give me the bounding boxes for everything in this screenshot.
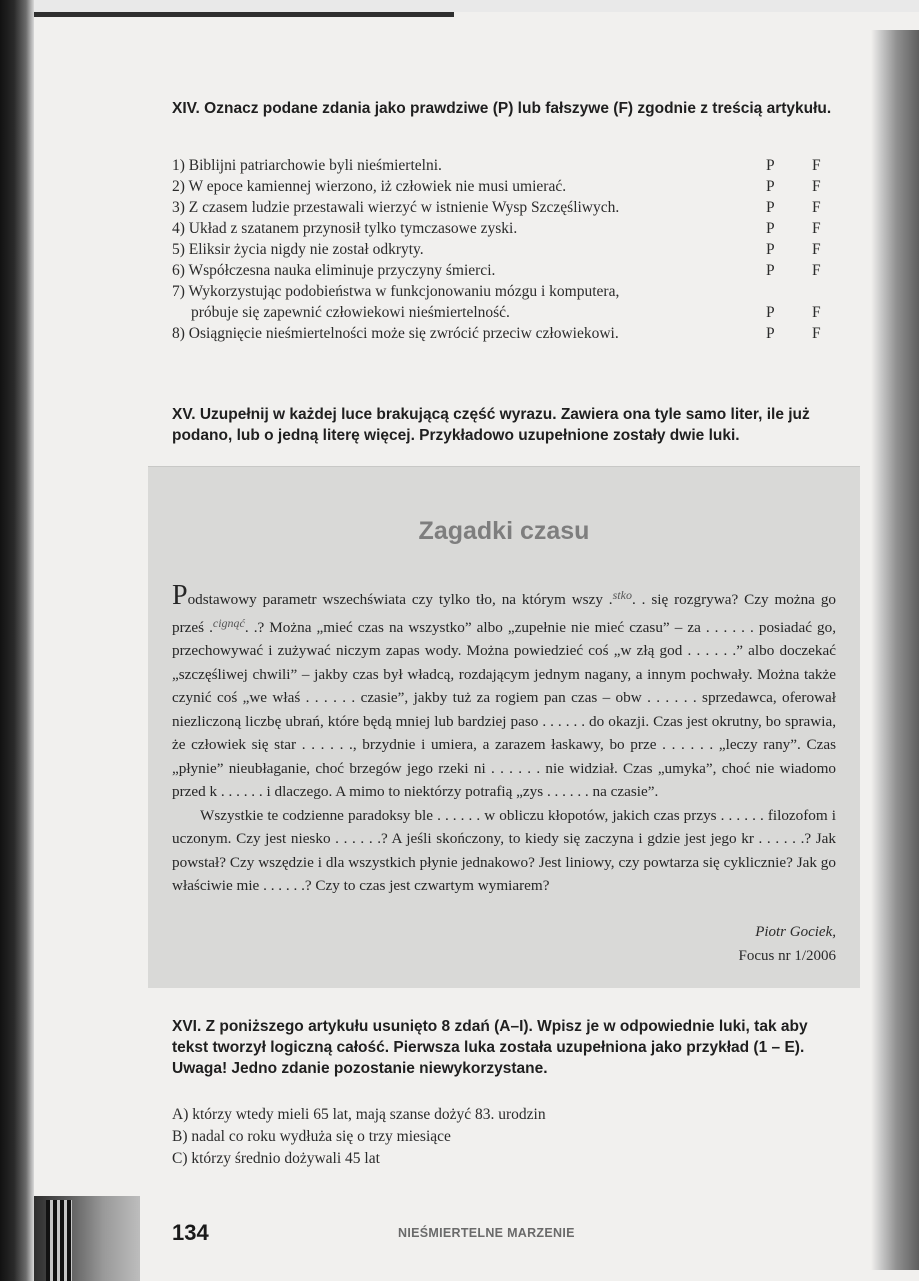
false-option[interactable]: F [812, 157, 821, 174]
option-item: C) którzy średnio dożywali 45 lat [172, 1150, 380, 1167]
statement-row [172, 239, 832, 260]
statement-row [172, 197, 832, 218]
handwritten-answer: stko [612, 588, 632, 602]
article-paragraph-1 [172, 580, 837, 804]
paragraph-text: odstawowy parametr wszechświata czy tylko tło, na którym wszy . [187, 591, 613, 608]
article-source: Focus nr 1/2006 [738, 948, 836, 964]
scan-right-shadow [871, 30, 919, 1270]
statement-row [172, 155, 832, 176]
false-option[interactable]: F [812, 241, 821, 258]
article-box [148, 466, 860, 988]
statement-row [172, 260, 832, 281]
sentence-options [172, 1104, 812, 1170]
drop-cap: P [172, 580, 188, 611]
statement-text: 6) Współczesna nauka eliminuje przyczyny śmierci. [172, 262, 496, 279]
false-option[interactable]: F [812, 325, 821, 342]
statement-text: 7) Wykorzystując podobieństwa w funkcjonowaniu mózgu i komputera, [172, 283, 620, 300]
option-item: A) którzy wtedy mieli 65 lat, mają szanse dożyć 83. urodzin [172, 1106, 546, 1123]
true-option[interactable]: P [766, 304, 775, 321]
statement-text: 1) Biblijni patriarchowie byli nieśmiertelni. [172, 157, 442, 174]
false-option[interactable]: F [812, 262, 821, 279]
task-15-heading: XV. Uzupełnij w każdej luce brakującą część wyrazu. Zawiera ona tyle samo liter, ile już podano, lub o jedną literę więcej. Przykładowo uzupełnione zostały dwie luki. [172, 406, 810, 444]
task-16-heading: XVI. Z poniższego artykułu usunięto 8 zdań (A–I). Wpisz je w odpowiednie luki, tak aby tekst tworzył logiczną całość. Pierwsza luka została uzupełniona jako przykład (1 – E). Uwaga! Jedno zdanie pozostanie niewykorzystane. [172, 1018, 808, 1077]
true-option[interactable]: P [766, 157, 775, 174]
false-option[interactable]: F [812, 220, 821, 237]
running-title: NIEŚMIERTELNE MARZENIE [398, 1226, 575, 1240]
statement-text: 4) Układ z szatanem przynosił tylko tymczasowe zyski. [172, 220, 518, 237]
true-option[interactable]: P [766, 262, 775, 279]
statement-text: 3) Z czasem ludzie przestawali wierzyć w istnienie Wysp Szczęśliwych. [172, 199, 620, 216]
statement-row-continued [172, 302, 832, 323]
option-item: B) nadal co roku wydłuża się o trzy miesiące [172, 1128, 451, 1145]
true-false-list [172, 155, 832, 344]
statement-row [172, 281, 832, 302]
true-option[interactable]: P [766, 241, 775, 258]
book-spine-lines [46, 1200, 72, 1281]
statement-row [172, 218, 832, 239]
paragraph-text: . .? Można „mieć czas na wszystko” albo „zupełnie nie mieć czasu” – za . . . . . . posiadać go, przechowywać i zużywać niczym zapas wody. Można powiedzieć coś „w złą god . . . . . .” albo doczekać „szczęśliwej chwili” – jakby czas był władcą, rozdającym jednym nagany, a innym pochwały. Można także czynić coś „we właś . . . . . . czasie”, jakby tuż za rogiem pan czas – obw . . . . . . sprzedawca, oferował niezliczoną liczbę ubrań, które będą mniej lub bardziej paso . . . . . . do okazji. Czas jest okrutny, bo sprawia, że człowiek się star . . . . . ., brzydnie i umiera, a zarazem łaskawy, bo prze . . . . . . „leczy rany”. Czas „płynie” nieubłaganie, choć brzegów jego rzeki ni . . . . . . nie widział. Czas „umyka”, choć nie wiadomo przed k . . . . . . i dlaczego. A mimo to niektórzy potrafią „zys . . . . . . na czasie”. [172, 618, 836, 800]
task-14-heading: XIV. Oznacz podane zdania jako prawdziwe (P) lub fałszywe (F) zgodnie z treścią artykułu. [172, 100, 832, 117]
scan-top-rule [34, 12, 454, 17]
true-option[interactable]: P [766, 199, 775, 216]
statement-text-continued: próbuje się zapewnić człowiekowi nieśmiertelność. [191, 304, 510, 321]
article-paragraph-2: Wszystkie te codzienne paradoksy ble . . . . . . w obliczu kłopotów, jakich czas przys . . . . . . filozofom i uczonym. Czy jest niesko . . . . . .? A jeśli skończony, to kiedy się zaczyna i gdzie jest jego kr . . . . . .? Jak powstał? Czy wszędzie i dla wszystkich płynie jednakowo? Jest liniowy, czy powtarza się cyklicznie? Jak go właściwie mie . . . . . .? Czy to czas jest czwartym wymiarem? [172, 806, 836, 894]
article-author: Piotr Gociek, [755, 924, 836, 940]
true-option[interactable]: P [766, 325, 775, 342]
false-option[interactable]: F [812, 304, 821, 321]
article-body [172, 580, 837, 898]
handwritten-answer: cignąć [212, 615, 245, 630]
page-number: 134 [172, 1220, 209, 1245]
statement-row [172, 176, 832, 197]
statement-row [172, 323, 832, 344]
false-option[interactable]: F [812, 199, 821, 216]
statement-text: 2) W epoce kamiennej wierzono, iż człowiek nie musi umierać. [172, 178, 567, 195]
scan-left-edge [0, 0, 34, 1281]
statement-text: 5) Eliksir życia nigdy nie został odkryty. [172, 241, 424, 258]
statement-text: 8) Osiągnięcie nieśmiertelności może się zwrócić przeciw człowiekowi. [172, 325, 619, 342]
paragraph-text: . . się rozgrywa? Czy można go prześ . [172, 591, 837, 636]
true-option[interactable]: P [766, 178, 775, 195]
false-option[interactable]: F [812, 178, 821, 195]
scan-top-edge [34, 0, 919, 12]
true-option[interactable]: P [766, 220, 775, 237]
article-title: Zagadki czasu [418, 517, 590, 545]
